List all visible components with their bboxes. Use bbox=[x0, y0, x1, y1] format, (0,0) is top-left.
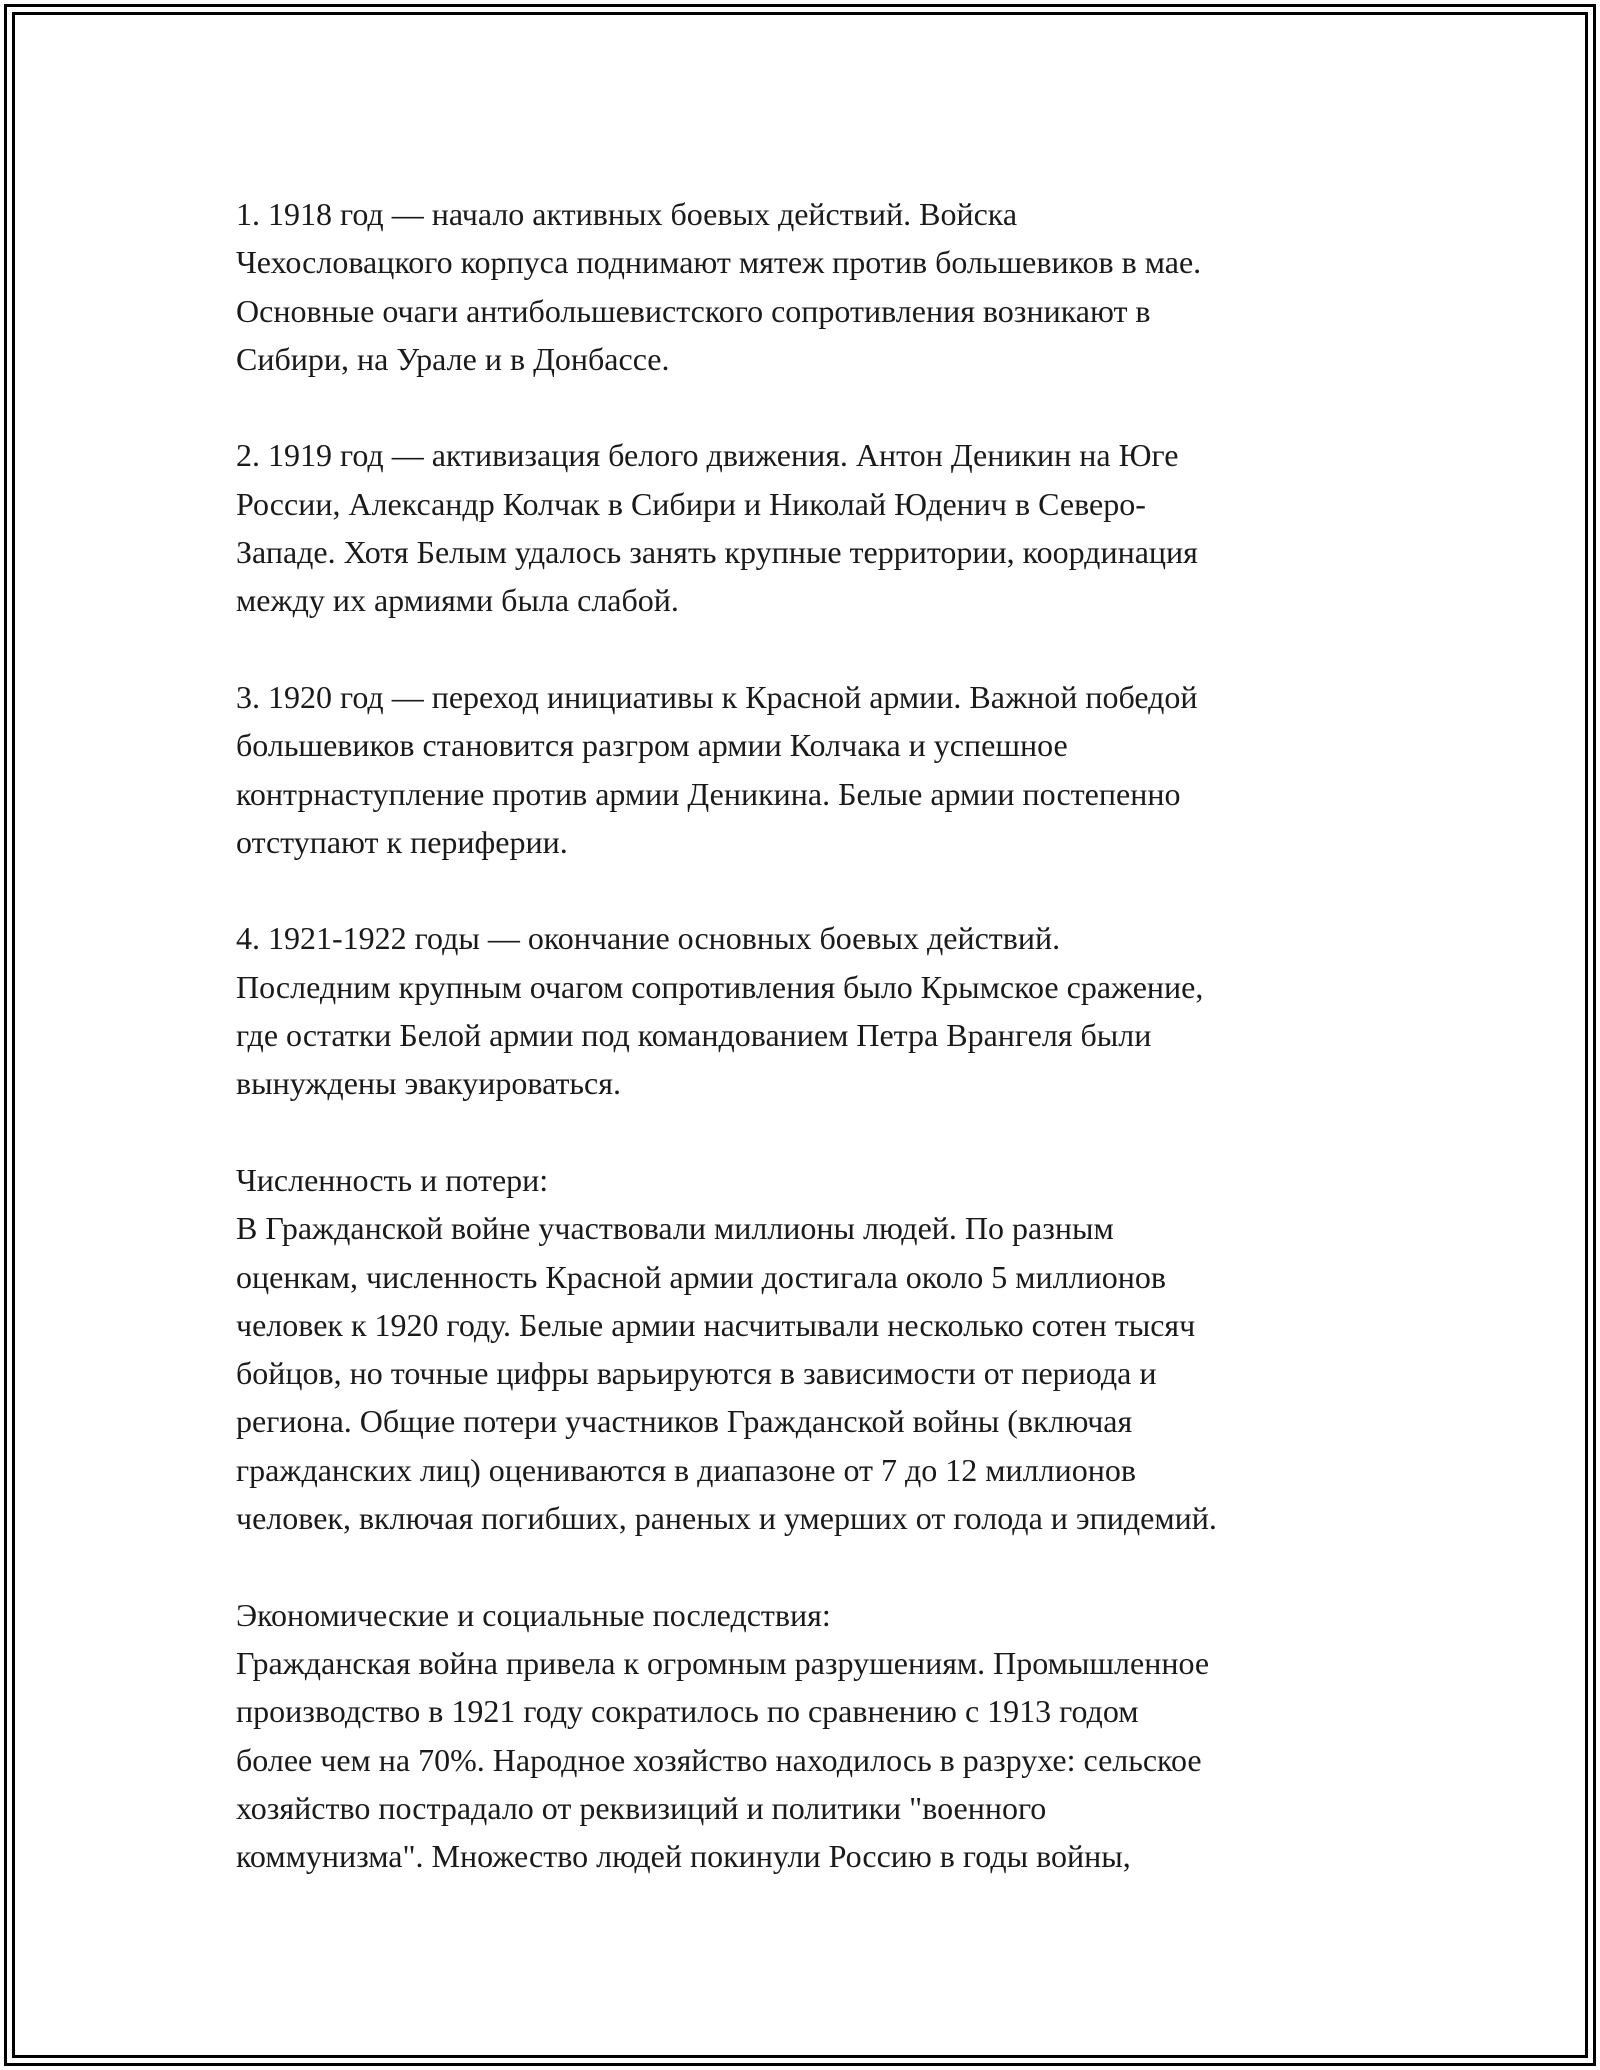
paragraph-1921-1922: 4. 1921-1922 годы — окончание основных боевых действий. Последним крупным очагом сопротивления было Крымское сражение, где остатки Белой армии под командованием Петра Врангеля были вынуждены эвакуироваться. bbox=[236, 920, 1204, 1102]
section-heading-consequences: Экономические и социальные последствия: bbox=[236, 1596, 831, 1633]
section-heading-numbers-losses: Численность и потери: bbox=[236, 1161, 549, 1198]
section-body-consequences: Гражданская война привела к огромным разрушениям. Промышленное производство в 1921 году сократилось по сравнению с 1913 годом более чем на 70%. Народное хозяйство находилось в разрухе: сельское хозяйство пострадало от реквизиций и политики "военного коммунизма". Множество людей покинули Россию в годы войны, bbox=[236, 1644, 1210, 1875]
section-body-numbers-losses: В Гражданской войне участвовали миллионы людей. По разным оценкам, численность Красной армии достигала около 5 миллионов человек к 1920 году. Белые армии насчитывали несколько сотен тысяч бойцов, но точные цифры варьируются в зависимости от периода и региона. Общие потери участников Гражданской войны (включая гражданских лиц) оцениваются в диапазоне от 7 до 12 миллионов человек, включая погибших, раненых и умерших от голода и эпидемий. bbox=[236, 1210, 1217, 1537]
paragraph-1919: 2. 1919 год — активизация белого движения. Антон Деникин на Юге России, Александр Колчак в Сибири и Николай Юденич в Северо- Западе. Хотя Белым удалось занять крупные территории, координация между их армиями была слабой. bbox=[236, 437, 1198, 619]
document-body bbox=[236, 190, 1396, 1880]
paragraph-1920: 3. 1920 год — переход инициативы к Красной армии. Важной победой большевиков становится разгром армии Колчака и успешное контрнаступление против армии Деникина. Белые армии постепенно отступают к периферии. bbox=[236, 678, 1198, 860]
paragraph-1918: 1. 1918 год — начало активных боевых действий. Войска Чехословацкого корпуса поднимают мятеж против большевиков в мае. Основные очаги антибольшевистского сопротивления возникают в Сибири, на Урале и в Донбассе. bbox=[236, 196, 1202, 377]
